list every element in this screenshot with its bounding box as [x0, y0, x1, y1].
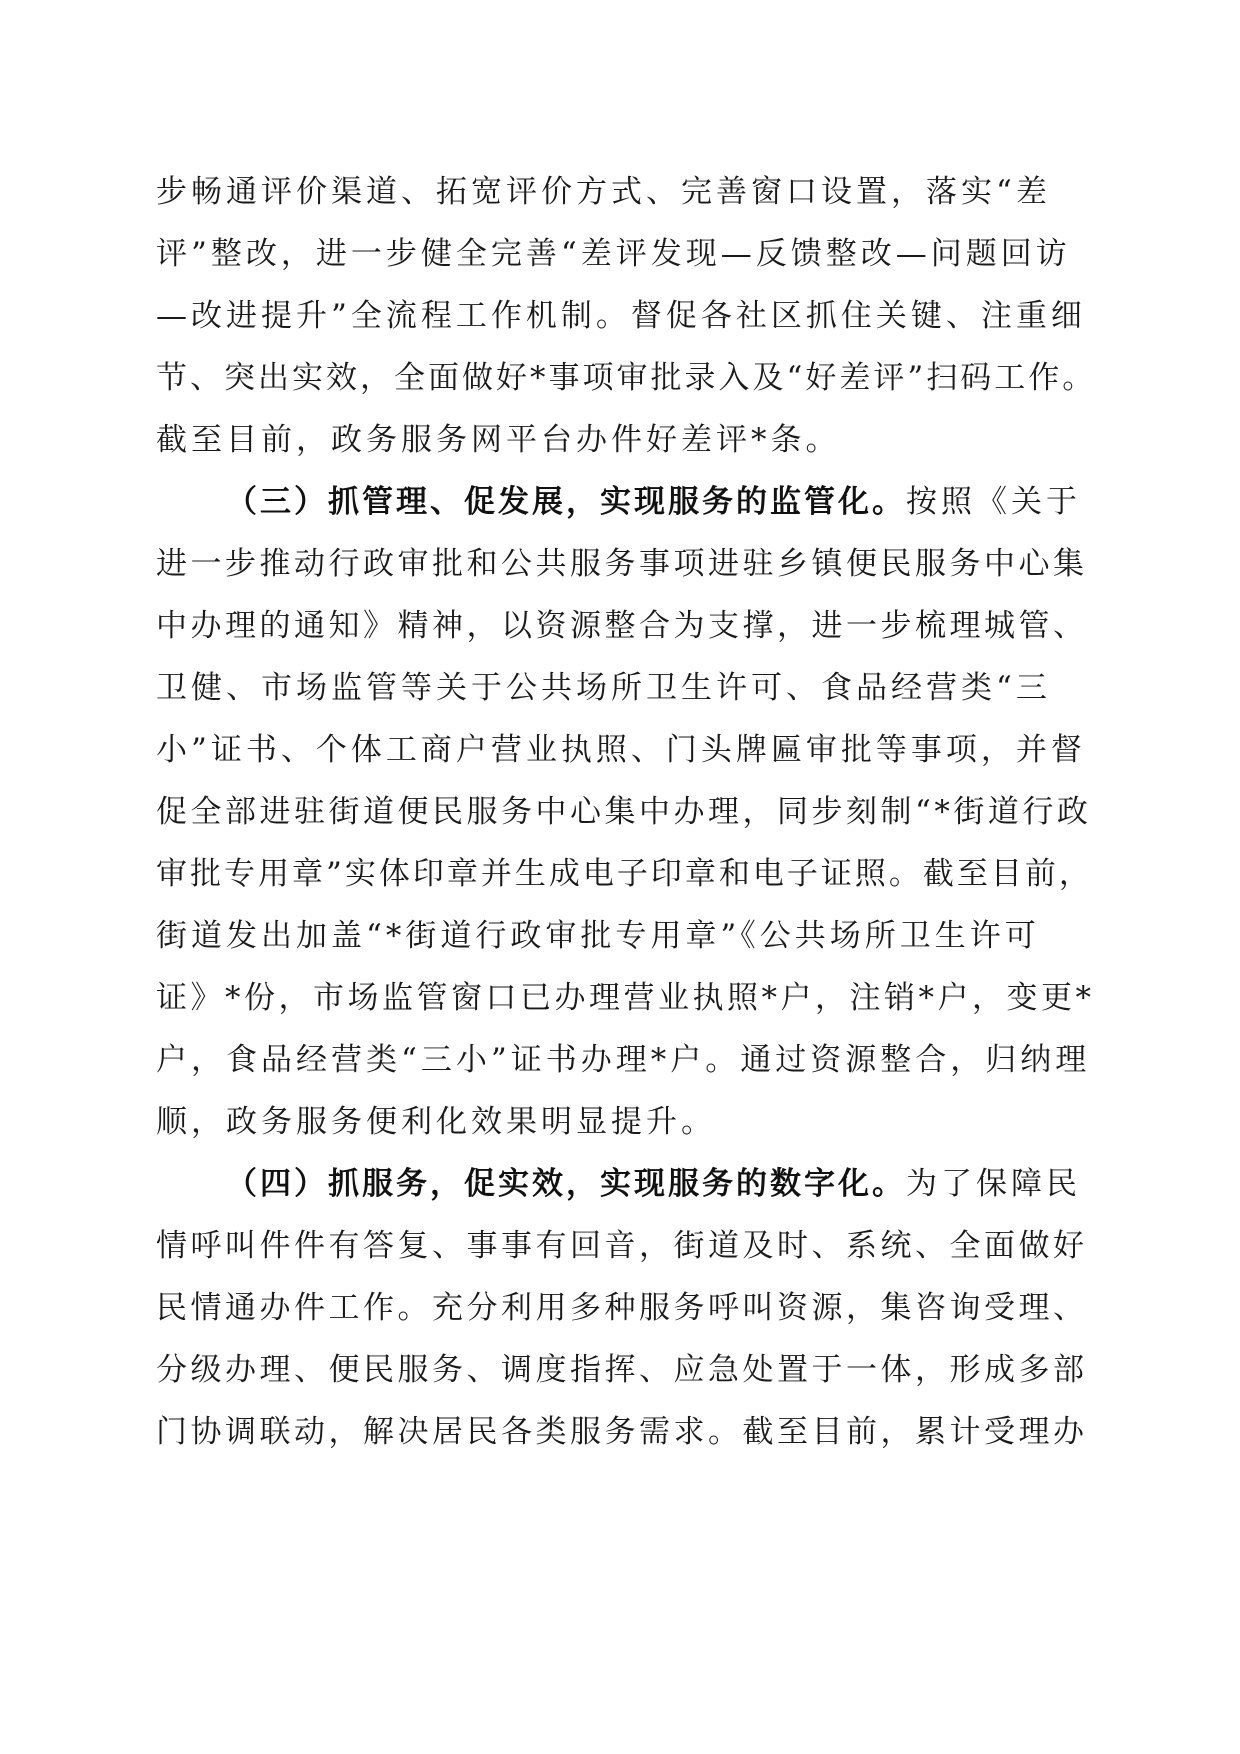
paragraph-first-line [226, 482, 1081, 522]
section-heading-3: （三）抓管理、促发展，实现服务的监管化。 [226, 484, 906, 520]
text-line: —改进提升”全流程工作机制。督促各社区抓住关键、注重细 [156, 298, 1086, 334]
text-run: 为了保障民 [906, 1166, 1081, 1202]
paragraph-first-line [226, 1164, 1081, 1204]
text-line: 进一步推动行政审批和公共服务事项进驻乡镇便民服务中心集 [156, 546, 1088, 582]
text-line: 审批专用章”实体印章并生成电子印章和电子证照。截至目前， [156, 856, 1093, 892]
text-line: 分级办理、便民服务、调度指挥、应急处置于一体，形成多部 [156, 1352, 1088, 1388]
text-line: 顺，政务服务便利化效果明显提升。 [156, 1104, 716, 1140]
text-line: 民情通办件工作。充分利用多种服务呼叫资源，集咨询受理、 [156, 1290, 1088, 1326]
text-line: 证》*份，市场监管窗口已办理营业执照*户，注销*户，变更* [156, 980, 1095, 1016]
text-line: 截至目前，政务服务网平台办件好差评*条。 [156, 422, 841, 458]
text-line: 中办理的通知》精神，以资源整合为支撑，进一步梳理城管、 [156, 608, 1088, 644]
text-line: 步畅通评价渠道、拓宽评价方式、完善窗口设置，落实“差 [156, 174, 1051, 210]
text-line: 小”证书、个体工商户营业执照、门头牌匾审批等事项，并督 [156, 732, 1086, 768]
text-line: 促全部进驻街道便民服务中心集中办理，同步刻制“*街道行政 [156, 794, 1092, 830]
text-line: 街道发出加盖“*街道行政审批专用章”《公共场所卫生许可 [156, 918, 1040, 954]
text-line: 户，食品经营类“三小”证书办理*户。通过资源整合，归纳理 [156, 1042, 1091, 1078]
text-line: 卫健、市场监管等关于公共场所卫生许可、食品经营类“三 [156, 670, 1051, 706]
text-line: 门协调联动，解决居民各类服务需求。截至目前，累计受理办 [156, 1414, 1088, 1450]
text-run: 按照《关于 [906, 484, 1081, 520]
text-line: 评”整改，进一步健全完善“差评发现—反馈整改—问题回访 [156, 236, 1071, 272]
section-heading-4: （四）抓服务，促实效，实现服务的数字化。 [226, 1166, 906, 1202]
text-line: 节、突出实效，全面做好*事项审批录入及“好差评”扫码工作。 [156, 360, 1097, 396]
text-line: 情呼叫件件有答复、事事有回音，街道及时、系统、全面做好 [156, 1228, 1088, 1264]
